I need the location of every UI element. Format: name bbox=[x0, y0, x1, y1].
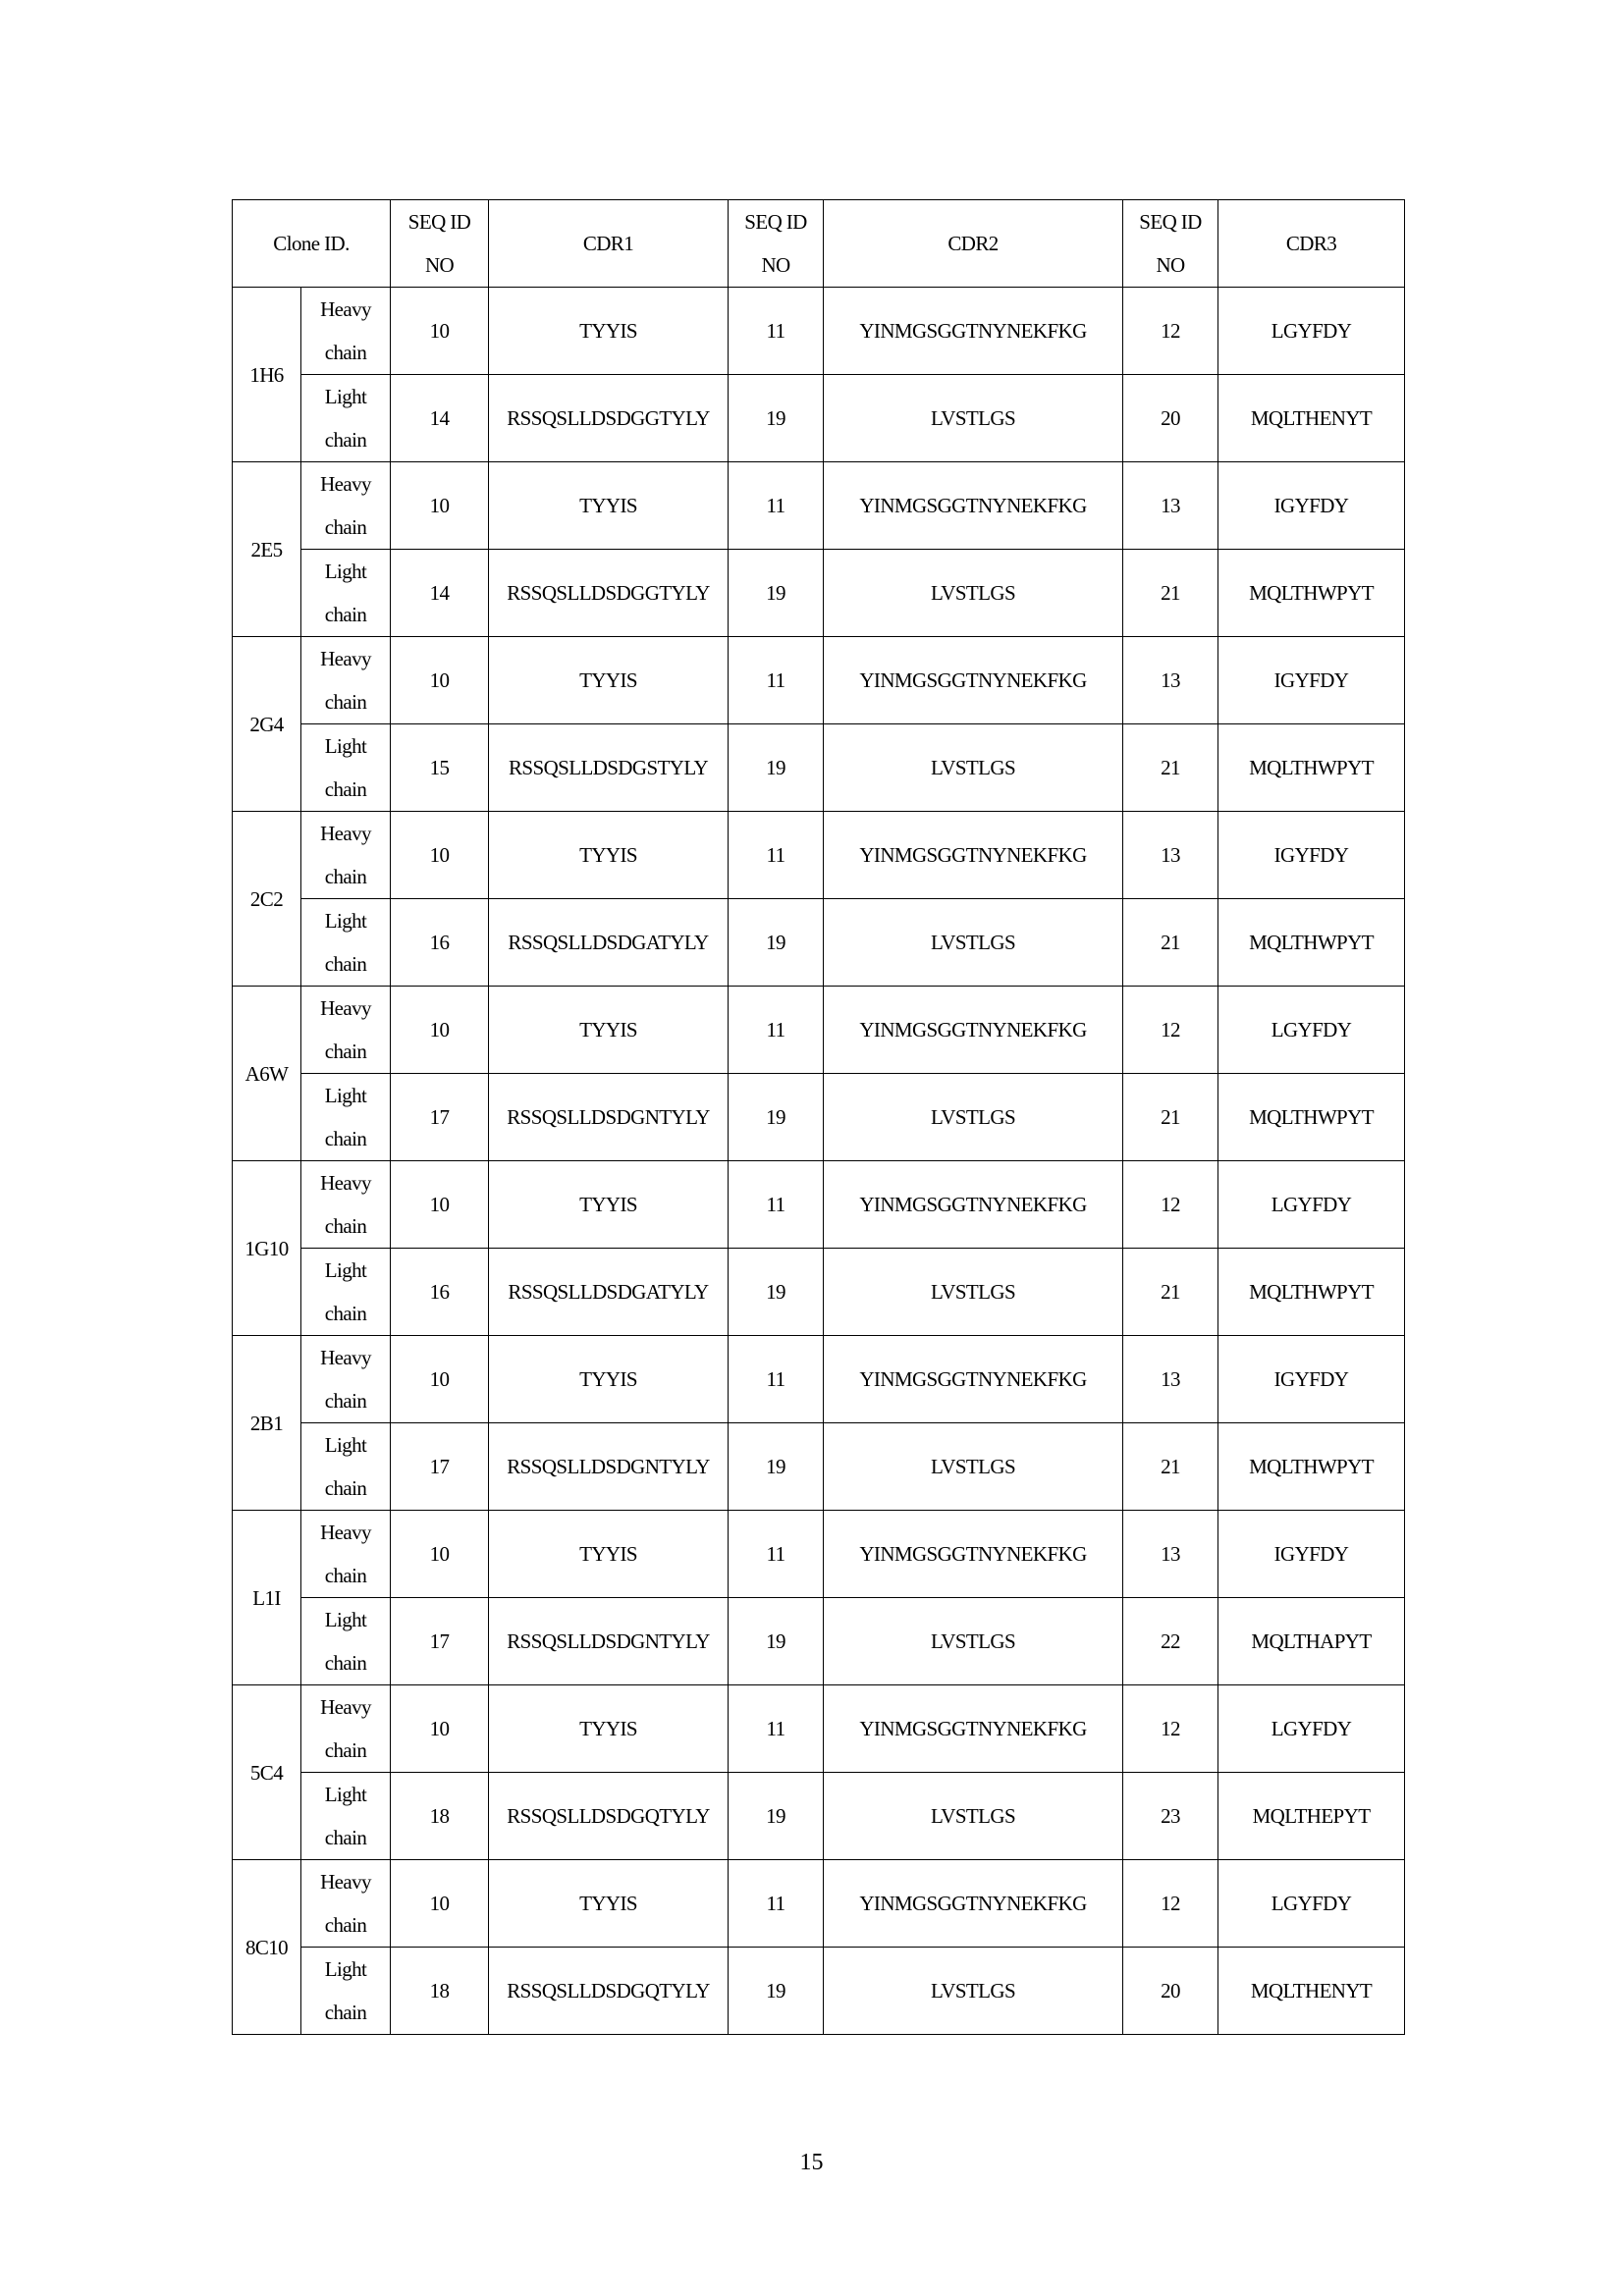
cdr3-cell: MQLTHWPYT bbox=[1218, 1423, 1405, 1511]
seq-id-cdr1-cell: 17 bbox=[391, 1074, 489, 1161]
clone-id-cell: 2G4 bbox=[233, 637, 301, 812]
cdr2-cell: YINMGSGGTNYNEKFKG bbox=[824, 462, 1123, 550]
cdr1-cell: TYYIS bbox=[489, 1161, 729, 1249]
cdr3-cell: MQLTHWPYT bbox=[1218, 1074, 1405, 1161]
chain-type-cell: Heavy chain bbox=[301, 637, 391, 724]
table-row bbox=[233, 812, 1405, 899]
chain-type-cell: Light chain bbox=[301, 1249, 391, 1336]
table-row bbox=[233, 1685, 1405, 1773]
seq-id-cdr3-cell: 23 bbox=[1123, 1773, 1218, 1860]
chain-type-cell: Heavy chain bbox=[301, 812, 391, 899]
clone-id-cell: 2C2 bbox=[233, 812, 301, 987]
seq-id-cdr2-cell: 19 bbox=[729, 1249, 824, 1336]
seq-id-cdr1-cell: 17 bbox=[391, 1423, 489, 1511]
cdr3-cell: MQLTHWPYT bbox=[1218, 1249, 1405, 1336]
cdr3-cell: MQLTHWPYT bbox=[1218, 550, 1405, 637]
table-row bbox=[233, 1423, 1405, 1511]
seq-id-cdr3-cell: 21 bbox=[1123, 1074, 1218, 1161]
cdr1-cell: TYYIS bbox=[489, 637, 729, 724]
seq-id-cdr1-cell: 10 bbox=[391, 1511, 489, 1598]
seq-id-cdr1-cell: 15 bbox=[391, 724, 489, 812]
seq-id-cdr3-cell: 21 bbox=[1123, 1423, 1218, 1511]
chain-type-cell: Light chain bbox=[301, 1598, 391, 1685]
seq-id-cdr2-cell: 19 bbox=[729, 1074, 824, 1161]
seq-id-cdr2-cell: 11 bbox=[729, 637, 824, 724]
seq-id-cdr3-cell: 13 bbox=[1123, 1336, 1218, 1423]
seq-id-cdr3-cell: 12 bbox=[1123, 1685, 1218, 1773]
cdr2-cell: LVSTLGS bbox=[824, 1074, 1123, 1161]
table-row bbox=[233, 550, 1405, 637]
clone-id-cell: 2B1 bbox=[233, 1336, 301, 1511]
seq-id-cdr3-cell: 22 bbox=[1123, 1598, 1218, 1685]
cdr3-cell: LGYFDY bbox=[1218, 1161, 1405, 1249]
chain-type-cell: Light chain bbox=[301, 1773, 391, 1860]
chain-type-cell: Heavy chain bbox=[301, 288, 391, 375]
table-row bbox=[233, 462, 1405, 550]
cdr3-cell: LGYFDY bbox=[1218, 288, 1405, 375]
cdr1-cell: TYYIS bbox=[489, 1685, 729, 1773]
cdr2-cell: LVSTLGS bbox=[824, 550, 1123, 637]
cdr2-cell: LVSTLGS bbox=[824, 724, 1123, 812]
seq-id-cdr2-cell: 19 bbox=[729, 1773, 824, 1860]
seq-id-cdr3-cell: 12 bbox=[1123, 288, 1218, 375]
header-cdr2: CDR2 bbox=[824, 200, 1123, 288]
table-row bbox=[233, 288, 1405, 375]
chain-type-cell: Light chain bbox=[301, 375, 391, 462]
table-row bbox=[233, 375, 1405, 462]
cdr3-cell: MQLTHENYT bbox=[1218, 1948, 1405, 2035]
table-row bbox=[233, 1161, 1405, 1249]
seq-id-cdr3-cell: 21 bbox=[1123, 550, 1218, 637]
seq-id-cdr2-cell: 19 bbox=[729, 1598, 824, 1685]
cdr2-cell: YINMGSGGTNYNEKFKG bbox=[824, 1161, 1123, 1249]
seq-id-cdr2-cell: 19 bbox=[729, 1423, 824, 1511]
cdr1-cell: RSSQSLLDSDGGTYLY bbox=[489, 375, 729, 462]
clone-id-cell: 5C4 bbox=[233, 1685, 301, 1860]
cdr1-cell: TYYIS bbox=[489, 1511, 729, 1598]
cdr3-cell: MQLTHWPYT bbox=[1218, 724, 1405, 812]
seq-id-cdr3-cell: 13 bbox=[1123, 1511, 1218, 1598]
table-row bbox=[233, 1860, 1405, 1948]
chain-type-cell: Heavy chain bbox=[301, 987, 391, 1074]
cdr1-cell: RSSQSLLDSDGGTYLY bbox=[489, 550, 729, 637]
seq-id-cdr2-cell: 11 bbox=[729, 288, 824, 375]
table-row bbox=[233, 1511, 1405, 1598]
clone-id-cell: 8C10 bbox=[233, 1860, 301, 2035]
chain-type-cell: Heavy chain bbox=[301, 1685, 391, 1773]
header-clone-id: Clone ID. bbox=[233, 200, 391, 288]
cdr2-cell: YINMGSGGTNYNEKFKG bbox=[824, 637, 1123, 724]
seq-id-cdr1-cell: 14 bbox=[391, 550, 489, 637]
seq-id-cdr2-cell: 11 bbox=[729, 1685, 824, 1773]
cdr3-cell: IGYFDY bbox=[1218, 1336, 1405, 1423]
seq-id-cdr2-cell: 19 bbox=[729, 375, 824, 462]
cdr1-cell: RSSQSLLDSDGNTYLY bbox=[489, 1598, 729, 1685]
seq-id-cdr2-cell: 11 bbox=[729, 1161, 824, 1249]
header-cdr3: CDR3 bbox=[1218, 200, 1405, 288]
seq-id-cdr3-cell: 20 bbox=[1123, 1948, 1218, 2035]
seq-id-cdr1-cell: 14 bbox=[391, 375, 489, 462]
cdr1-cell: RSSQSLLDSDGSTYLY bbox=[489, 724, 729, 812]
cdr3-cell: MQLTHAPYT bbox=[1218, 1598, 1405, 1685]
seq-id-cdr3-cell: 12 bbox=[1123, 1860, 1218, 1948]
chain-type-cell: Heavy chain bbox=[301, 462, 391, 550]
clone-id-cell: L1I bbox=[233, 1511, 301, 1685]
seq-id-cdr1-cell: 10 bbox=[391, 1860, 489, 1948]
seq-id-cdr2-cell: 19 bbox=[729, 1948, 824, 2035]
seq-id-cdr1-cell: 16 bbox=[391, 1249, 489, 1336]
cdr2-cell: LVSTLGS bbox=[824, 1948, 1123, 2035]
seq-id-cdr3-cell: 12 bbox=[1123, 1161, 1218, 1249]
cdr2-cell: LVSTLGS bbox=[824, 375, 1123, 462]
seq-id-cdr2-cell: 11 bbox=[729, 462, 824, 550]
clone-id-cell: A6W bbox=[233, 987, 301, 1161]
page-number: 15 bbox=[799, 2150, 824, 2175]
seq-id-cdr3-cell: 12 bbox=[1123, 987, 1218, 1074]
chain-type-cell: Light chain bbox=[301, 1423, 391, 1511]
cdr1-cell: TYYIS bbox=[489, 462, 729, 550]
chain-type-cell: Heavy chain bbox=[301, 1860, 391, 1948]
cdr2-cell: LVSTLGS bbox=[824, 1423, 1123, 1511]
seq-id-cdr3-cell: 20 bbox=[1123, 375, 1218, 462]
cdr2-cell: YINMGSGGTNYNEKFKG bbox=[824, 1336, 1123, 1423]
seq-id-cdr1-cell: 10 bbox=[391, 637, 489, 724]
cdr1-cell: TYYIS bbox=[489, 812, 729, 899]
cdr3-cell: MQLTHENYT bbox=[1218, 375, 1405, 462]
table-row bbox=[233, 987, 1405, 1074]
cdr1-cell: TYYIS bbox=[489, 1336, 729, 1423]
seq-id-cdr2-cell: 11 bbox=[729, 1511, 824, 1598]
cdr2-cell: LVSTLGS bbox=[824, 1598, 1123, 1685]
table-row bbox=[233, 1598, 1405, 1685]
clone-id-cell: 1G10 bbox=[233, 1161, 301, 1336]
cdr2-cell: YINMGSGGTNYNEKFKG bbox=[824, 288, 1123, 375]
table-row bbox=[233, 1074, 1405, 1161]
table-row bbox=[233, 637, 1405, 724]
cdr3-cell: LGYFDY bbox=[1218, 1860, 1405, 1948]
cdr1-cell: RSSQSLLDSDGATYLY bbox=[489, 1249, 729, 1336]
chain-type-cell: Light chain bbox=[301, 1948, 391, 2035]
cdr1-cell: TYYIS bbox=[489, 288, 729, 375]
seq-id-cdr2-cell: 11 bbox=[729, 812, 824, 899]
cdr2-cell: YINMGSGGTNYNEKFKG bbox=[824, 987, 1123, 1074]
cdr1-cell: RSSQSLLDSDGNTYLY bbox=[489, 1423, 729, 1511]
table-row bbox=[233, 1249, 1405, 1336]
chain-type-cell: Light chain bbox=[301, 899, 391, 987]
table-row bbox=[233, 1948, 1405, 2035]
seq-id-cdr1-cell: 10 bbox=[391, 1336, 489, 1423]
seq-id-cdr1-cell: 10 bbox=[391, 462, 489, 550]
cdr3-cell: LGYFDY bbox=[1218, 987, 1405, 1074]
seq-id-cdr1-cell: 18 bbox=[391, 1948, 489, 2035]
table-row bbox=[233, 724, 1405, 812]
table-body bbox=[233, 288, 1405, 2035]
seq-id-cdr2-cell: 19 bbox=[729, 724, 824, 812]
cdr3-cell: MQLTHWPYT bbox=[1218, 899, 1405, 987]
cdr2-cell: YINMGSGGTNYNEKFKG bbox=[824, 1860, 1123, 1948]
cdr3-cell: IGYFDY bbox=[1218, 812, 1405, 899]
seq-id-cdr2-cell: 11 bbox=[729, 1336, 824, 1423]
cdr3-cell: IGYFDY bbox=[1218, 637, 1405, 724]
chain-type-cell: Heavy chain bbox=[301, 1511, 391, 1598]
cdr-sequence-table bbox=[232, 199, 1405, 2035]
header-row bbox=[233, 200, 1405, 288]
table-row bbox=[233, 1336, 1405, 1423]
seq-id-cdr1-cell: 17 bbox=[391, 1598, 489, 1685]
cdr1-cell: TYYIS bbox=[489, 987, 729, 1074]
header-seq-id-cdr3: SEQ ID NO bbox=[1123, 200, 1218, 288]
header-cdr1: CDR1 bbox=[489, 200, 729, 288]
clone-id-cell: 2E5 bbox=[233, 462, 301, 637]
seq-id-cdr1-cell: 18 bbox=[391, 1773, 489, 1860]
cdr3-cell: IGYFDY bbox=[1218, 462, 1405, 550]
cdr1-cell: TYYIS bbox=[489, 1860, 729, 1948]
cdr2-cell: YINMGSGGTNYNEKFKG bbox=[824, 1511, 1123, 1598]
table-row bbox=[233, 1773, 1405, 1860]
seq-id-cdr1-cell: 10 bbox=[391, 288, 489, 375]
cdr1-cell: RSSQSLLDSDGQTYLY bbox=[489, 1948, 729, 2035]
seq-id-cdr3-cell: 13 bbox=[1123, 812, 1218, 899]
seq-id-cdr2-cell: 19 bbox=[729, 899, 824, 987]
chain-type-cell: Heavy chain bbox=[301, 1336, 391, 1423]
chain-type-cell: Heavy chain bbox=[301, 1161, 391, 1249]
cdr2-cell: LVSTLGS bbox=[824, 899, 1123, 987]
header-seq-id-cdr1: SEQ ID NO bbox=[391, 200, 489, 288]
seq-id-cdr3-cell: 21 bbox=[1123, 899, 1218, 987]
cdr3-cell: LGYFDY bbox=[1218, 1685, 1405, 1773]
clone-id-cell: 1H6 bbox=[233, 288, 301, 462]
seq-id-cdr1-cell: 10 bbox=[391, 1161, 489, 1249]
cdr2-cell: LVSTLGS bbox=[824, 1773, 1123, 1860]
cdr2-cell: YINMGSGGTNYNEKFKG bbox=[824, 812, 1123, 899]
cdr3-cell: MQLTHEPYT bbox=[1218, 1773, 1405, 1860]
seq-id-cdr3-cell: 21 bbox=[1123, 1249, 1218, 1336]
cdr2-cell: YINMGSGGTNYNEKFKG bbox=[824, 1685, 1123, 1773]
cdr1-cell: RSSQSLLDSDGATYLY bbox=[489, 899, 729, 987]
seq-id-cdr3-cell: 13 bbox=[1123, 462, 1218, 550]
cdr3-cell: IGYFDY bbox=[1218, 1511, 1405, 1598]
table-row bbox=[233, 899, 1405, 987]
cdr1-cell: RSSQSLLDSDGNTYLY bbox=[489, 1074, 729, 1161]
seq-id-cdr1-cell: 16 bbox=[391, 899, 489, 987]
chain-type-cell: Light chain bbox=[301, 550, 391, 637]
seq-id-cdr2-cell: 11 bbox=[729, 1860, 824, 1948]
seq-id-cdr1-cell: 10 bbox=[391, 812, 489, 899]
seq-id-cdr1-cell: 10 bbox=[391, 987, 489, 1074]
seq-id-cdr1-cell: 10 bbox=[391, 1685, 489, 1773]
cdr2-cell: LVSTLGS bbox=[824, 1249, 1123, 1336]
chain-type-cell: Light chain bbox=[301, 724, 391, 812]
table-header bbox=[233, 200, 1405, 288]
seq-id-cdr3-cell: 13 bbox=[1123, 637, 1218, 724]
seq-id-cdr3-cell: 21 bbox=[1123, 724, 1218, 812]
chain-type-cell: Light chain bbox=[301, 1074, 391, 1161]
cdr1-cell: RSSQSLLDSDGQTYLY bbox=[489, 1773, 729, 1860]
header-seq-id-cdr2: SEQ ID NO bbox=[729, 200, 824, 288]
seq-id-cdr2-cell: 19 bbox=[729, 550, 824, 637]
seq-id-cdr2-cell: 11 bbox=[729, 987, 824, 1074]
